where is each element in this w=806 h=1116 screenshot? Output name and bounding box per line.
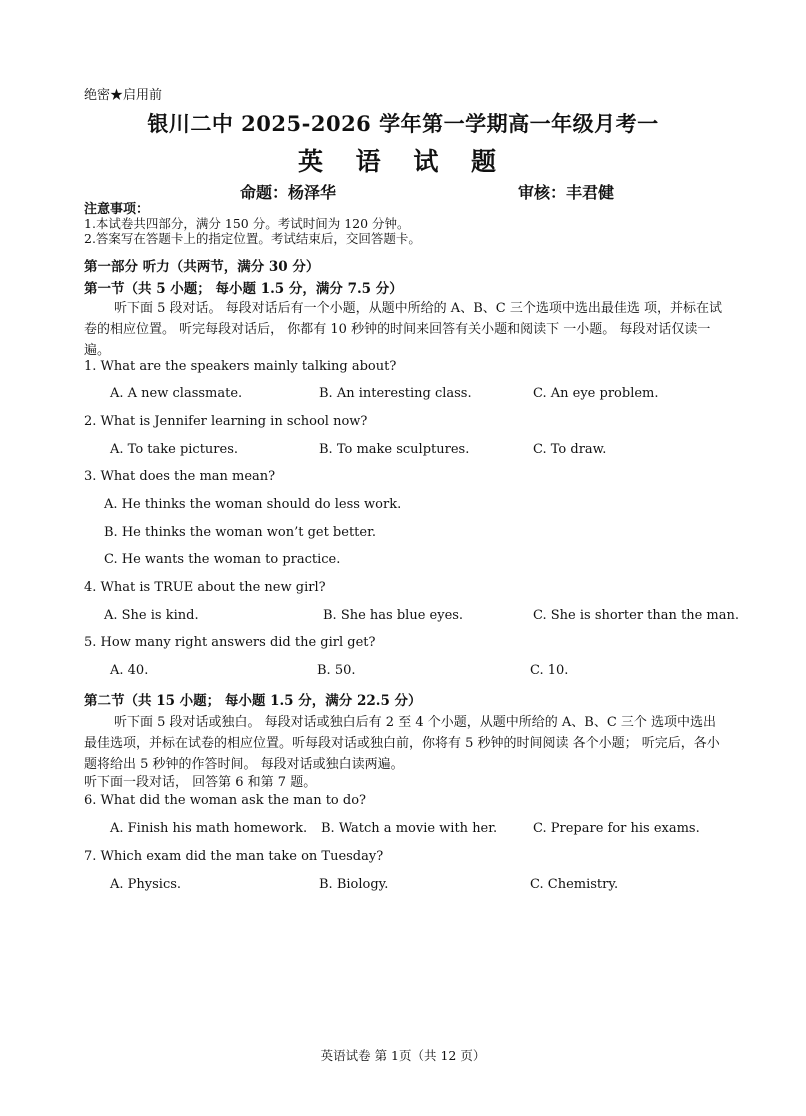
part1-heading: 第一部分 听力（共两节，满分 30 分） bbox=[84, 259, 320, 275]
note-item: 2.答案写在答题卡上的指定位置。考试结束后，交回答题卡。 bbox=[84, 231, 421, 246]
option-b: B. 50. bbox=[317, 663, 356, 678]
confidential-mark: 绝密★启用前 bbox=[84, 88, 163, 103]
notes-title: 注意事项： bbox=[84, 202, 150, 217]
reviewer-label: 审核：丰君健 bbox=[518, 183, 615, 202]
option-a: A. To take pictures. bbox=[110, 442, 239, 457]
option-b: B. Biology. bbox=[319, 877, 389, 892]
option-b: B. Watch a movie with her. bbox=[321, 821, 498, 836]
option-c: C. Chemistry. bbox=[530, 877, 619, 892]
section2-heading: 第二节（共 15 小题； 每小题 1.5 分，满分 22.5 分） bbox=[84, 693, 422, 709]
question-stem: 6. What did the woman ask the man to do? bbox=[84, 793, 367, 808]
question-stem: 5. How many right answers did the girl get? bbox=[84, 635, 376, 650]
option-c: C. Prepare for his exams. bbox=[533, 821, 700, 836]
note-item: 1.本试卷共四部分，满分 150 分。考试时间为 120 分钟。 bbox=[84, 216, 410, 231]
page-footer: 英语试卷 第 1页（共 12 页） bbox=[320, 1048, 486, 1063]
section1-instructions: 听下面 5 段对话。 每段对话后有一个小题，从题中所给的 A、B、C 三个选项中选出最佳选 项，并标在试卷的相应位置。 听完每段对话后， 你都有 10 秒钟的时间来回答有关小题和阅读下 一小题。 每段对话仅读一遍。 bbox=[84, 301, 722, 358]
option-a: A. 40. bbox=[110, 663, 149, 678]
option-a: A. Physics. bbox=[110, 877, 182, 892]
option-b: B. He thinks the woman won’t get better. bbox=[104, 525, 377, 540]
option-c: C. He wants the woman to practice. bbox=[104, 552, 341, 567]
section2-instructions: 听下面 5 段对话或独白。 每段对话或独白后有 2 至 4 个小题，从题中所给的 A、B、C 三个 选项中选出最佳选项，并标在试卷的相应位置。听每段对话或独白前，你将有 5 秒钟的时间阅读 各个小题； 听完后，各小题将给出 5 秒钟的作答时间。 每段对话或独白读两遍。 bbox=[84, 715, 720, 772]
option-a: A. He thinks the woman should do less work. bbox=[104, 497, 402, 512]
option-b: B. She has blue eyes. bbox=[323, 608, 464, 623]
option-b: B. An interesting class. bbox=[319, 386, 472, 401]
option-a: A. Finish his math homework. bbox=[110, 821, 308, 836]
exam-title: 银川二中 2025-2026 学年第一学期高一年级月考一 bbox=[147, 111, 659, 136]
section1-heading: 第一节（共 5 小题； 每小题 1.5 分，满分 7.5 分） bbox=[84, 281, 403, 297]
option-c: C. To draw. bbox=[533, 442, 607, 457]
question-stem: 2. What is Jennifer learning in school now? bbox=[84, 414, 368, 429]
option-c: C. An eye problem. bbox=[533, 386, 659, 401]
question-stem: 7. Which exam did the man take on Tuesday? bbox=[84, 849, 384, 864]
option-a: A. A new classmate. bbox=[110, 386, 243, 401]
author-label: 命题：杨泽华 bbox=[240, 183, 337, 202]
option-c: C. She is shorter than the man. bbox=[533, 608, 740, 623]
question-stem: 1. What are the speakers mainly talking about? bbox=[84, 359, 397, 374]
option-c: C. 10. bbox=[530, 663, 569, 678]
sub-instruction: 听下面一段对话， 回答第 6 和第 7 题。 bbox=[84, 775, 317, 790]
option-a: A. She is kind. bbox=[104, 608, 199, 623]
subject-title: 英 语 试 题 bbox=[297, 147, 509, 176]
option-b: B. To make sculptures. bbox=[319, 442, 470, 457]
question-stem: 4. What is TRUE about the new girl? bbox=[84, 580, 326, 595]
question-stem: 3. What does the man mean? bbox=[84, 469, 276, 484]
